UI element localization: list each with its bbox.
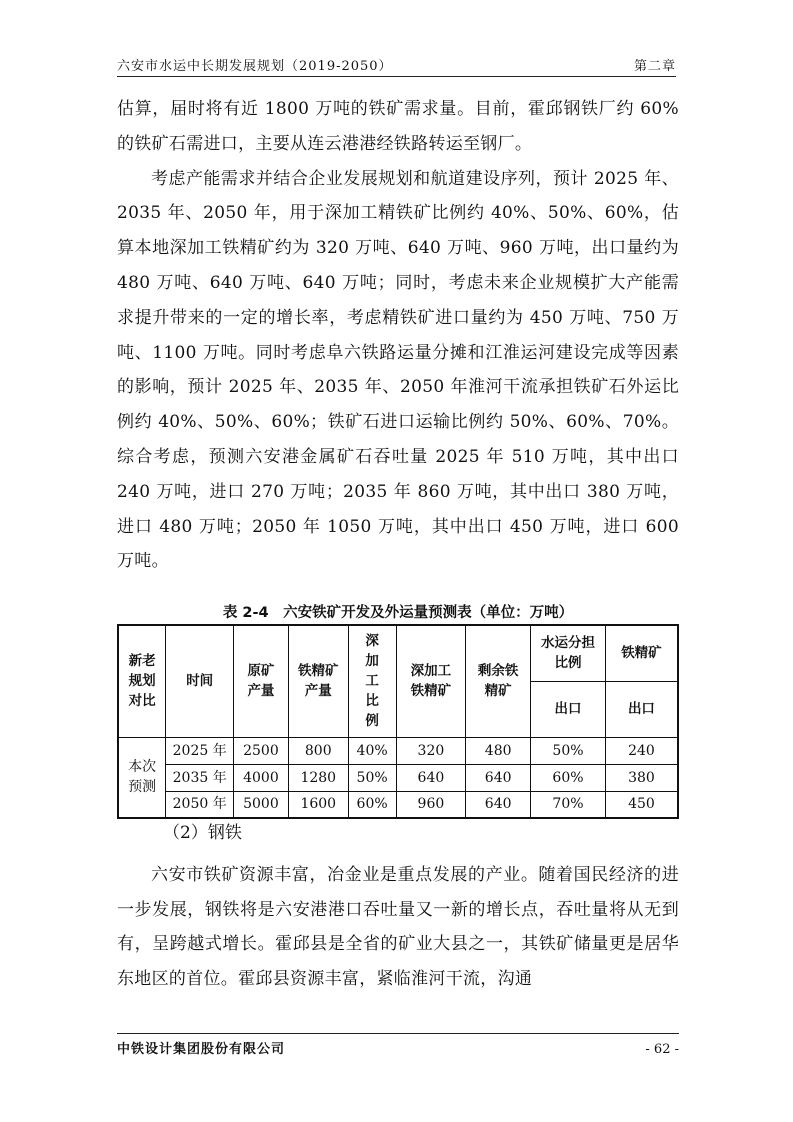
cell-export: 240: [605, 737, 678, 764]
cell-deep: 320: [396, 737, 466, 764]
header-iron-concentrate: 铁精矿产量: [288, 625, 348, 737]
header-export-water: 出口: [531, 681, 606, 737]
cell-export: 380: [605, 764, 678, 791]
cell-deep: 960: [396, 791, 466, 818]
cell-deep: 640: [396, 764, 466, 791]
cell-rem: 480: [466, 737, 531, 764]
section-heading: （2）钢铁: [163, 823, 242, 843]
cell-time: 2025 年: [166, 737, 234, 764]
paragraph-steel: 六安市铁矿资源丰富，冶金业是重点发展的产业。随着国民经济的进一步发展，钢铁将是六安港港口吞吐量又一新的增长点，吞吐量将从无到有，呈跨越式增长。霍邱县是全省的矿业大县之一，其铁矿储量更是居华东地区的首位。霍邱县资源丰富，紧临淮河干流，沟通: [117, 865, 679, 989]
cell-time: 2035 年: [166, 764, 234, 791]
cell-ratio: 60%: [348, 791, 396, 818]
header-remaining: 剩余铁精矿: [466, 625, 531, 737]
cell-water: 50%: [531, 737, 606, 764]
cell-rem: 640: [466, 791, 531, 818]
table-row: [118, 791, 678, 818]
table-caption: 表 2-4 六安铁矿开发及外运量预测表（单位：万吨）: [222, 605, 574, 621]
body-text-top: [117, 92, 679, 579]
header-export-concentrate: 出口: [605, 681, 678, 737]
cell-conc: 800: [288, 737, 348, 764]
header-compare: 新老规划对比: [118, 625, 166, 737]
header-deep-concentrate: 深加工铁精矿: [396, 625, 466, 737]
table-row: [118, 737, 678, 764]
cell-export: 450: [605, 791, 678, 818]
page-number: - 62 -: [645, 1042, 679, 1057]
cell-ratio: 50%: [348, 764, 396, 791]
page-footer: [117, 1033, 679, 1064]
cell-conc: 1600: [288, 791, 348, 818]
cell-water: 70%: [531, 791, 606, 818]
paragraph-forecast: 考虑产能需求并结合企业发展规划和航道建设序列，预计 2025 年、2035 年、2050 年，用于深加工精铁矿比例约 40%、50%、60%，估算本地深加工铁精矿约为 320 万吨、640 万吨、960 万吨，出口量约为 480 万吨、640 万吨、640 万吨；同时，考虑未来企业规模扩大产能需求提升带来的一定的增长率，考虑精铁矿进口量约为 450 万吨、750 万吨、1100 万吨。同时考虑阜六铁路运量分摊和江淮运河建设完成等因素的影响，预计 2025 年、2035 年、2050 年淮河干流承担铁矿石外运比例约 40%、50%、60%；铁矿石进口运输比例约 50%、60%、70%。综合考虑，预测六安港金属矿石吞吐量 2025 年 510 万吨，其中出口 240 万吨，进口 270 万吨；2035 年 860 万吨，其中出口 380 万吨，进口 480 万吨；2050 年 1050 万吨，其中出口 450 万吨，进口 600 万吨。: [117, 168, 679, 572]
header-concentrate-group: 铁精矿: [605, 625, 678, 681]
cell-raw: 2500: [234, 737, 289, 764]
header-deep-ratio: 深加工比例: [348, 625, 396, 737]
cell-ratio: 40%: [348, 737, 396, 764]
header-time: 时间: [166, 625, 234, 737]
cell-raw: 5000: [234, 791, 289, 818]
group-label: 本次预测: [118, 737, 166, 818]
page-header: [117, 50, 676, 77]
header-water-share: 水运分担比例: [531, 625, 606, 681]
cell-rem: 640: [466, 764, 531, 791]
body-text-bottom: [117, 858, 679, 996]
forecast-table: [117, 624, 679, 819]
header-raw-ore: 原矿产量: [234, 625, 289, 737]
cell-water: 60%: [531, 764, 606, 791]
chapter-label: 第二章: [633, 59, 676, 74]
cell-conc: 1280: [288, 764, 348, 791]
cell-time: 2050 年: [166, 791, 234, 818]
paragraph-continued: 估算，届时将有近 1800 万吨的铁矿需求量。目前，霍邱钢铁厂约 60%的铁矿石需进口，主要从连云港港经铁路转运至钢厂。: [117, 99, 679, 154]
cell-raw: 4000: [234, 764, 289, 791]
document-title: 六安市水运中长期发展规划（2019-2050）: [117, 59, 393, 74]
table-row: [118, 764, 678, 791]
company-name: 中铁设计集团股份有限公司: [117, 1042, 286, 1057]
